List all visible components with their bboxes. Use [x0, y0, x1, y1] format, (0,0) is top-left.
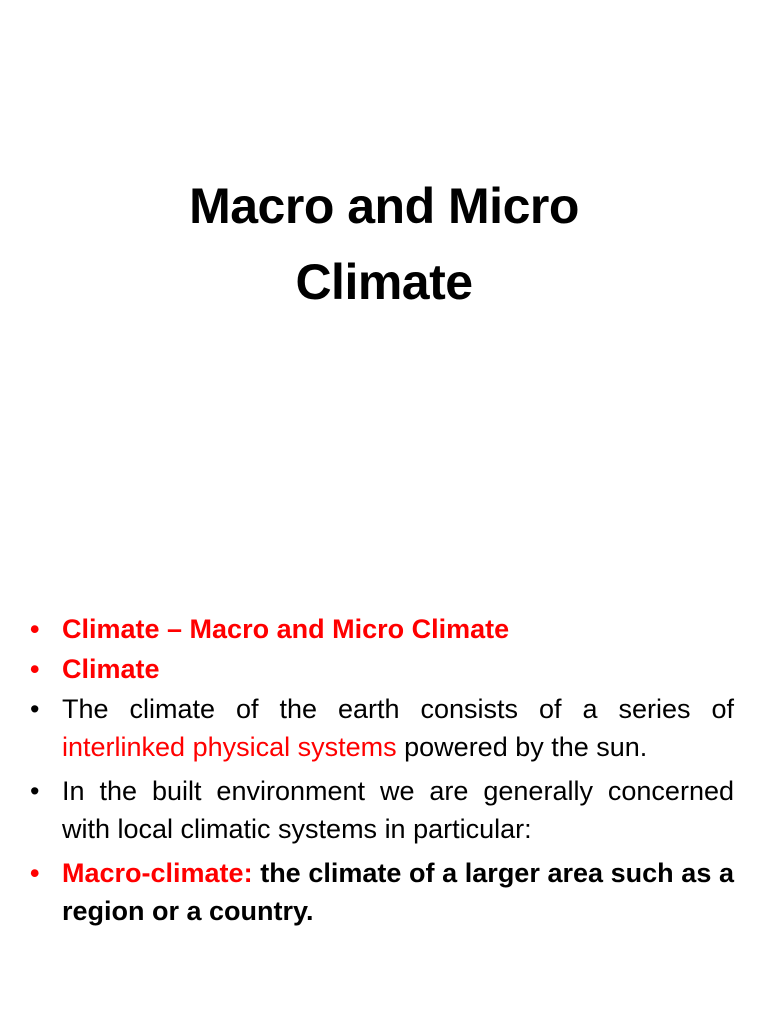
- list-item: [28, 772, 734, 848]
- bullet-text: In the built environment we are generally concerned with local climatic systems in particular:: [62, 776, 734, 844]
- bullet-dot-icon: •: [30, 694, 40, 724]
- bullet-dot-icon: •: [30, 858, 40, 888]
- bullet-text: Climate: [62, 654, 160, 684]
- title-line-1: Macro and Micro: [189, 178, 579, 234]
- bullet-text: the climate of a larger area such as a region or a country.: [62, 858, 734, 926]
- slide-title: [60, 168, 708, 320]
- highlight-text: interlinked physical systems: [62, 732, 397, 762]
- bullet-dot-icon: •: [30, 654, 40, 684]
- title-line-2: Climate: [295, 254, 473, 310]
- bullet-list: [28, 610, 734, 936]
- term-label: Macro-climate:: [62, 858, 253, 888]
- bullet-dot-icon: •: [30, 776, 40, 806]
- bullet-dot-icon: •: [30, 614, 40, 644]
- bullet-text: The climate of the earth consists of a series of: [62, 694, 734, 724]
- bullet-text: Climate – Macro and Micro Climate: [62, 614, 510, 644]
- bullet-text: powered by the sun.: [396, 732, 648, 762]
- list-item: [28, 650, 734, 688]
- list-item: [28, 610, 734, 648]
- list-item: [28, 854, 734, 930]
- list-item: [28, 690, 734, 766]
